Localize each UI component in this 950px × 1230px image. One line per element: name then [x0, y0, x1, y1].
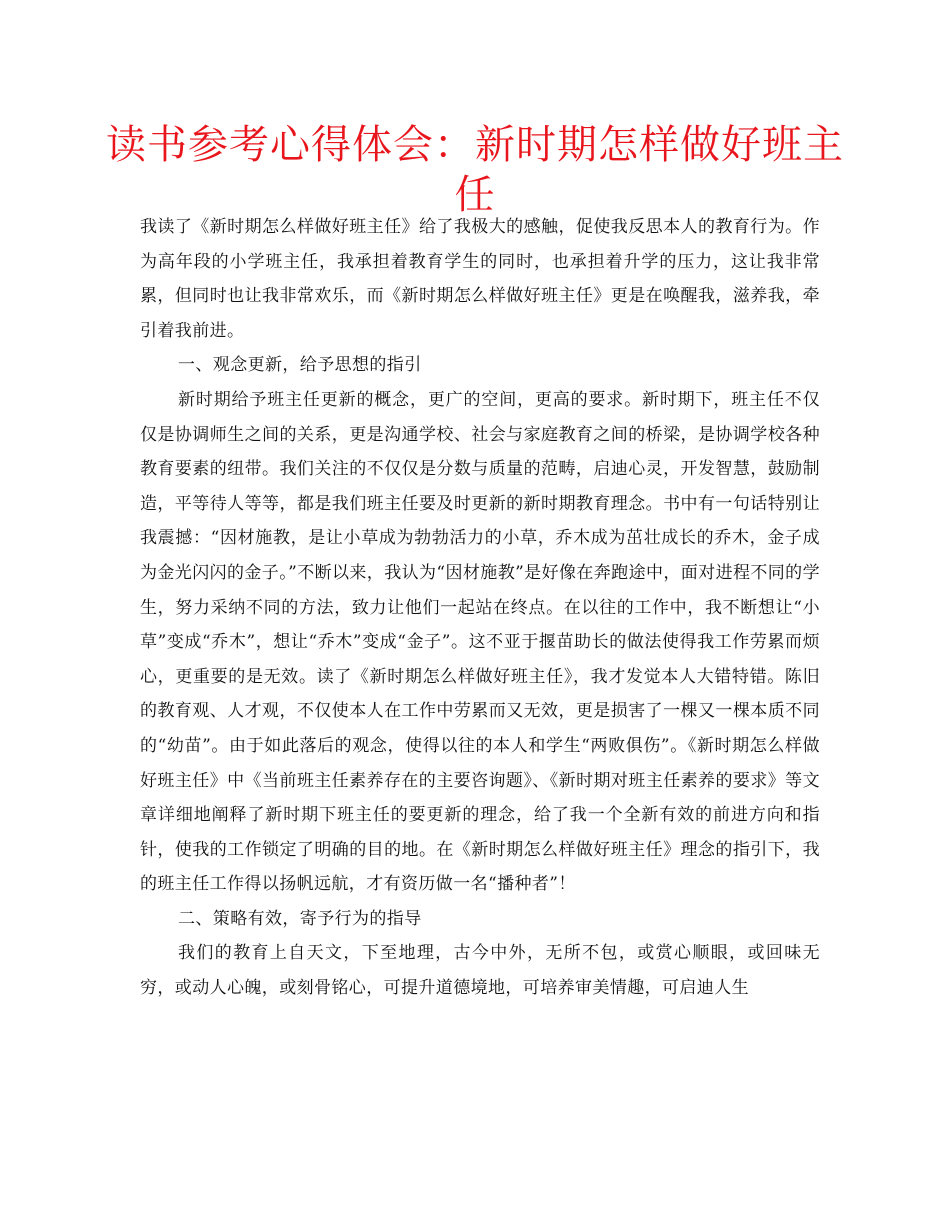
intro-paragraph: 我读了《新时期怎么样做好班主任》给了我极大的感触，促使我反思本人的教育行为。作为高年段的小学班主任，我承担着教育学生的同时，也承担着升学的压力，这让我非常累，但同时也让我非常欢乐，而《新时期怎么样做好班主任》更是在唤醒我，滋养我，牵引着我前进。	[140, 217, 820, 341]
section-heading-2: 二、策略有效，寄予行为的指导	[178, 908, 422, 929]
section-1-paragraph: 新时期给予班主任更新的概念，更广的空间，更高的要求。新时期下，班主任不仅仅是协调师生之间的关系，更是沟通学校、社会与家庭教育之间的桥梁，是协调学校各种教育要素的纽带。我们关注的不仅仅是分数与质量的范畴，启迪心灵，开发智慧，鼓励制造，平等待人等等，都是我们班主任要及时更新的新时期教育理念。书中有一句话特别让我震撼：“因材施教，是让小草成为勃勃活力的小草，乔木成为茁壮成长的乔木，金子成为金光闪闪的金子。”不断以来，我认为“因材施教”是好像在奔跑途中，面对进程不同的学生，努力采纳不同的方法，致力让他们一起站在终点。在以往的工作中，我不断想让“小草”变成“乔木”，想让“乔木”变成“金子”。这不亚于揠苗助长的做法使得我工作劳累而烦心，更重要的是无效。读了《新时期怎么样做好班主任》，我才发觉本人大错特错。陈旧的教育观、人才观，不仅使本人在工作中劳累而又无效，更是损害了一棵又一棵本质不同的“幼苗”。由于如此落后的观念，使得以往的本人和学生“两败俱伤”。《新时期怎么样做好班主任》中《当前班主任素养存在的主要咨询题》、《新时期对班主任素养的要求》等文章详细地阐释了新时期下班主任的要更新的理念，给了我一个全新有效的前进方向和指针，使我的工作锁定了明确的目的地。在《新时期怎么样做好班主任》理念的指引下，我的班主任工作得以扬帆远航，才有资历做一名“播种者”！	[140, 389, 820, 895]
section-2-paragraph: 我们的教育上自天文，下至地理，古今中外，无所不包，或赏心顺眼，或回味无穷，或动人心魄，或刻骨铭心，可提升道德境地，可培养审美情趣，可启迪人生	[140, 943, 820, 999]
document-title: 读书参考心得体会：新时期怎样做好班主任	[106, 122, 844, 218]
document-body	[140, 210, 820, 1006]
section-heading-1: 一、观念更新，给予思想的指引	[178, 355, 422, 376]
